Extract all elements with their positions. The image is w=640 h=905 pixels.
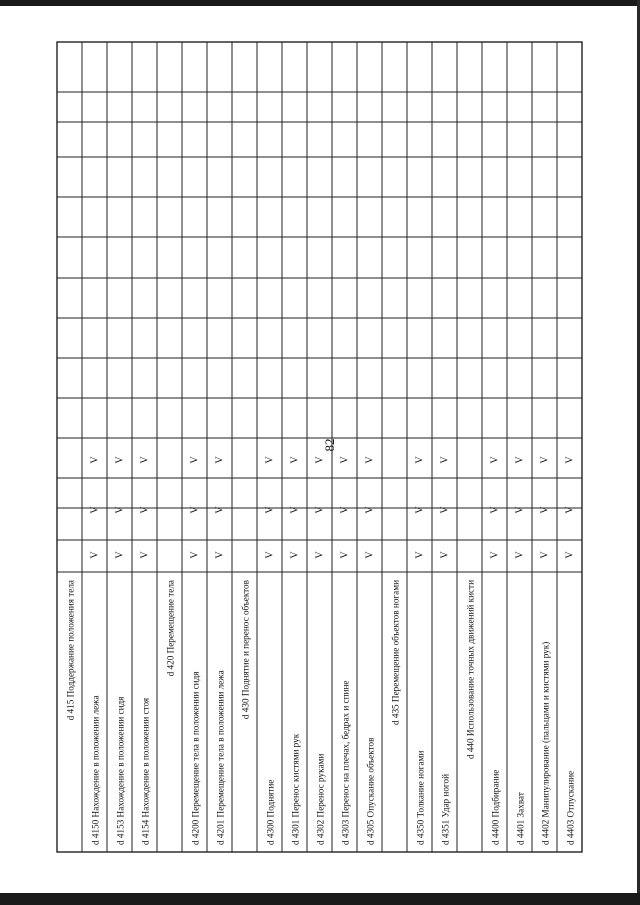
check-mark: V [289, 456, 301, 464]
check-mark: V [539, 456, 551, 464]
section-header-label: d 420 Перемещение тела [165, 580, 176, 677]
check-mark: V [214, 456, 226, 464]
check-mark: V [189, 506, 201, 514]
table-border [57, 42, 582, 852]
row-label: d 4350 Толкание ногами [415, 750, 426, 845]
row-label: d 4401 Захват [515, 792, 526, 845]
check-mark: V [89, 551, 101, 559]
check-mark: V [514, 551, 526, 559]
check-mark: V [489, 456, 501, 464]
section-header-label: d 435 Перемещение объектов ногами [390, 580, 401, 726]
check-mark: V [414, 551, 426, 559]
check-mark: V [189, 456, 201, 464]
check-mark: V [489, 551, 501, 559]
check-mark: V [139, 506, 151, 514]
row-label: d 4200 Перемещение тела в положении сидя [190, 671, 201, 845]
check-mark: V [514, 506, 526, 514]
section-header-label: d 415 Поддержание положения тела [65, 580, 76, 721]
row-label: d 4301 Перенос кистями рук [290, 733, 301, 845]
check-mark: V [114, 506, 126, 514]
row-label: d 4300 Поднятие [265, 779, 276, 845]
section-header-label: d 440 Использование точных движений кисти [465, 580, 476, 760]
row-label: d 4201 Перемещение тела в положении лежа [215, 670, 226, 845]
check-mark: V [439, 456, 451, 464]
check-mark: V [539, 506, 551, 514]
check-mark: V [539, 551, 551, 559]
check-mark: V [339, 506, 351, 514]
check-mark: V [314, 506, 326, 514]
check-mark: V [139, 551, 151, 559]
check-mark: V [314, 456, 326, 464]
check-mark: V [89, 506, 101, 514]
check-mark: V [114, 456, 126, 464]
page-number: 82 [322, 438, 337, 452]
check-mark: V [339, 551, 351, 559]
check-mark: V [289, 506, 301, 514]
row-label: d 4154 Нахождение в положении стоя [140, 697, 151, 845]
check-mark: V [414, 506, 426, 514]
check-mark: V [564, 506, 576, 514]
check-mark: V [214, 551, 226, 559]
check-mark: V [264, 506, 276, 514]
check-mark: V [264, 456, 276, 464]
check-mark: V [264, 551, 276, 559]
check-mark: V [364, 551, 376, 559]
check-mark: V [139, 456, 151, 464]
row-label: d 4402 Манипулирование (пальцами и кистями рук) [540, 641, 551, 845]
row-label: d 4400 Подбирание [490, 769, 501, 845]
check-mark: V [289, 551, 301, 559]
check-mark: V [114, 551, 126, 559]
row-label: d 4403 Отпускание [565, 770, 576, 845]
row-label: d 4302 Перенос руками [315, 753, 326, 845]
check-mark: V [314, 551, 326, 559]
check-mark: V [439, 506, 451, 514]
check-mark: V [364, 506, 376, 514]
check-mark: V [89, 456, 101, 464]
check-mark: V [214, 506, 226, 514]
row-label: d 4153 Нахождение в положении сидя [115, 696, 126, 845]
row-label: d 4150 Нахождение в положении лежа [90, 695, 101, 845]
check-mark: V [514, 456, 526, 464]
row-label: d 4303 Перенос на плечах, бедрах и спине [340, 680, 351, 845]
check-mark: V [414, 456, 426, 464]
check-mark: V [189, 551, 201, 559]
check-mark: V [489, 506, 501, 514]
check-mark: V [339, 456, 351, 464]
row-label: d 4305 Опускание объектов [365, 737, 376, 845]
check-mark: V [439, 551, 451, 559]
check-mark: V [564, 551, 576, 559]
row-label: d 4351 Удар ногой [440, 774, 451, 845]
section-header-label: d 430 Поднятие и перенос объектов [240, 580, 251, 720]
check-mark: V [364, 456, 376, 464]
check-mark: V [564, 456, 576, 464]
